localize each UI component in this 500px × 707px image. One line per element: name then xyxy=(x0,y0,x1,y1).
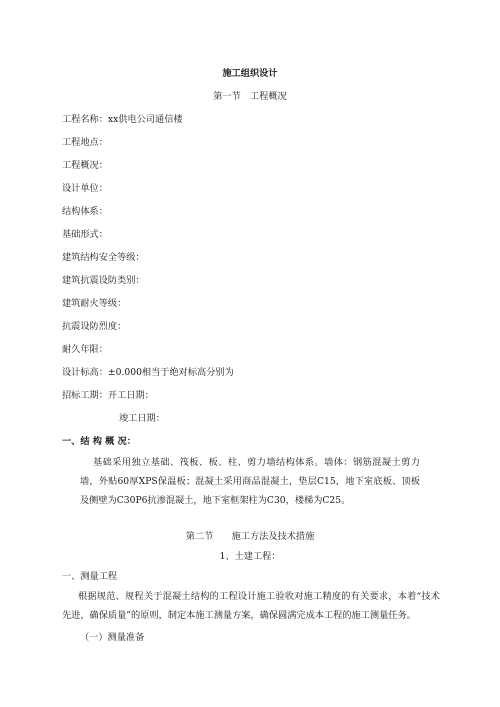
field-project-name: 工程名称：xx供电公司通信楼 xyxy=(62,114,183,125)
civil-works-heading: 1、土建工程： xyxy=(219,551,281,562)
survey-paragraph: 根据规范、规程关于混凝土结构的工程设计施工验收对施工精度的有关要求，本着“技术先进，确保质量”的原则，制定本施工测量方案，确保圆满完成本工程的施工测量任务。 xyxy=(62,591,440,621)
field-completion-date: 竣工日期： xyxy=(119,413,165,424)
field-durability: 耐久年限： xyxy=(62,344,108,355)
field-project-location: 工程地点： xyxy=(62,137,108,148)
field-seismic-category: 建筑抗震设防类别： xyxy=(62,275,145,286)
structure-heading: 一、结 构 概 况： xyxy=(62,436,136,447)
field-project-overview: 工程概况： xyxy=(62,160,108,171)
field-bid-period-start: 招标工期：开工日期： xyxy=(62,390,154,401)
field-design-elevation: 设计标高：±0.000相当于绝对标高分别为 xyxy=(62,367,234,378)
field-structural-system: 结构体系： xyxy=(62,206,108,217)
document-title: 施工组织设计 xyxy=(222,68,278,79)
section-1-heading: 第一节 工程概况 xyxy=(213,91,287,102)
field-safety-grade: 建筑结构安全等级： xyxy=(62,252,145,263)
survey-heading: 一、测量工程 xyxy=(62,571,118,582)
field-design-unit: 设计单位： xyxy=(62,183,108,194)
structure-paragraph: 基础采用独立基础、筏板、板、柱、剪力墙结构体系。墙体：钢筋混凝土剪力墙，外贴60厚XPS保温板；混凝土采用商品混凝土，垫层C15，地下室底板、顶板及侧壁为C30P6抗渗混凝土，地下室框架柱为C30，楼梯为C25。 xyxy=(80,457,420,506)
field-fire-resistance: 建筑耐火等级： xyxy=(62,298,127,309)
field-seismic-intensity: 抗震设防烈度： xyxy=(62,321,127,332)
field-foundation-type: 基础形式： xyxy=(62,229,108,240)
survey-preparation-heading: （一）测量准备 xyxy=(80,632,145,643)
section-2-heading: 第二节 施工方法及技术措施 xyxy=(185,531,315,542)
